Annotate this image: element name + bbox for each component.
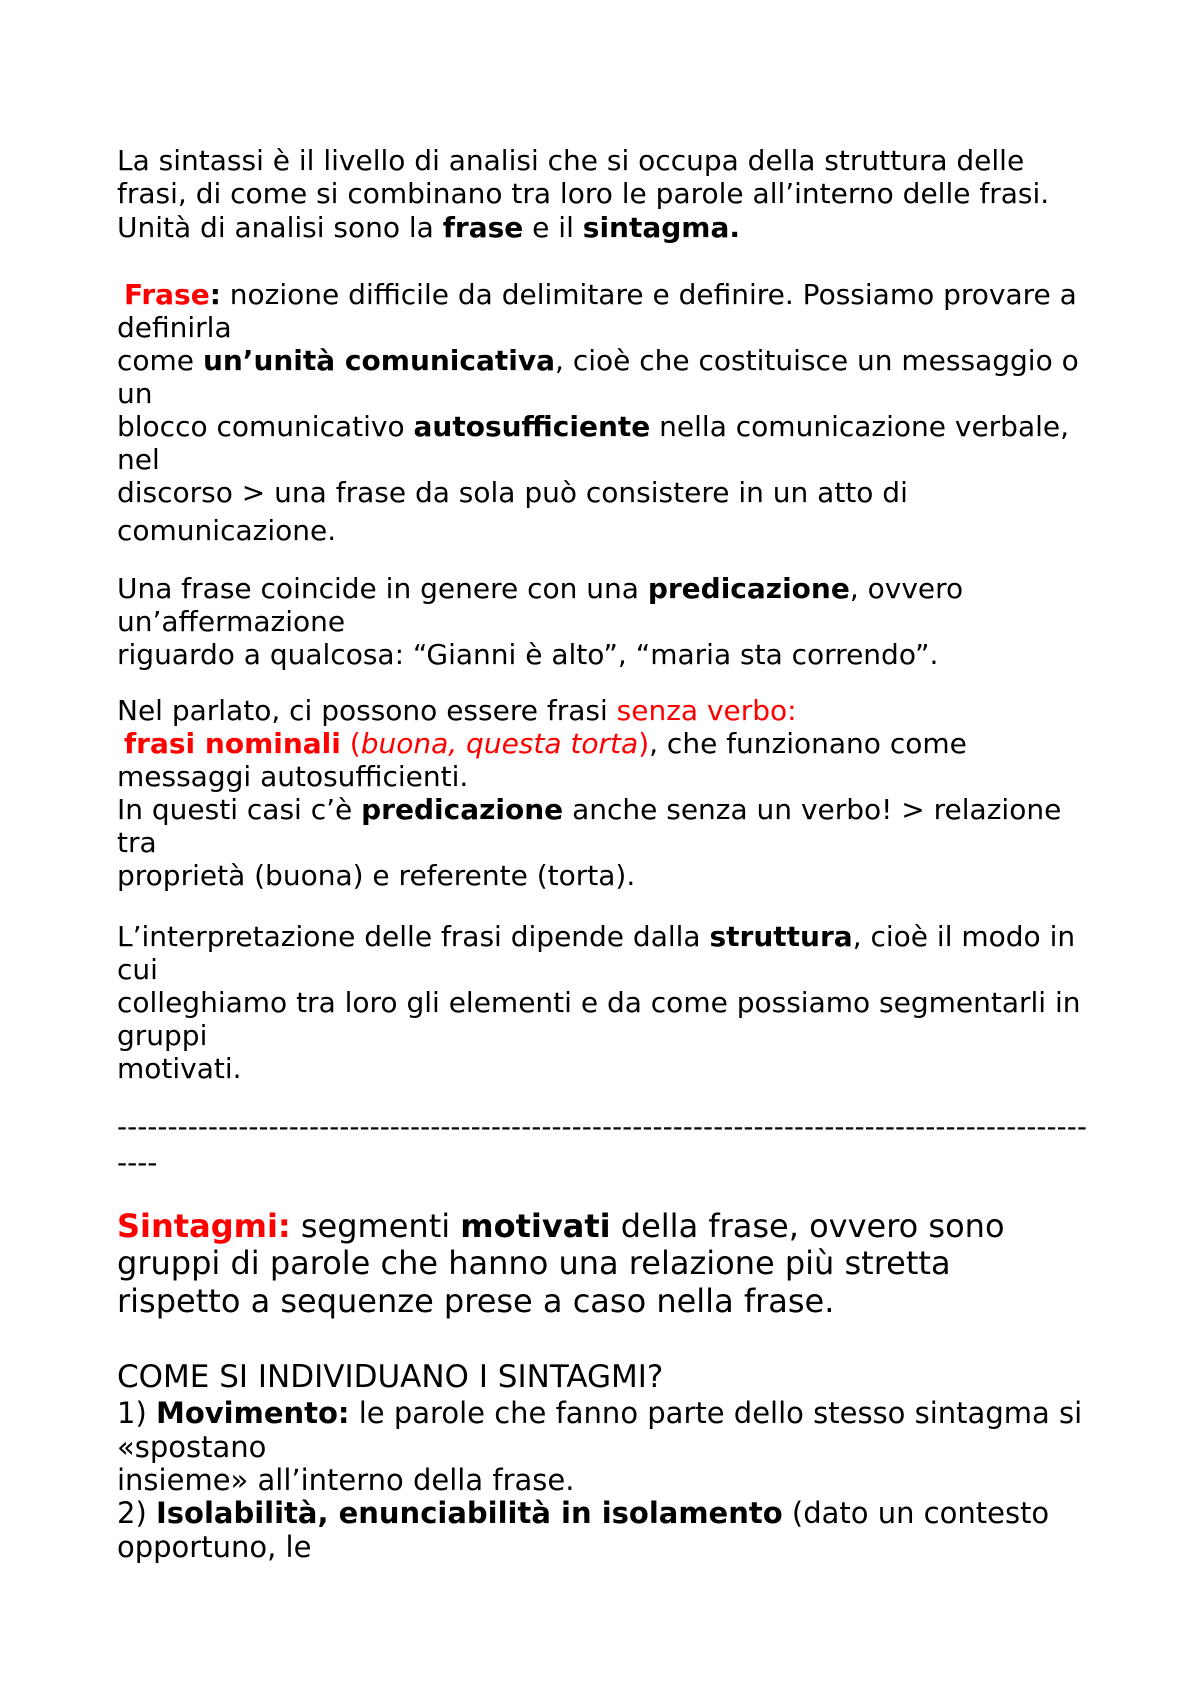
separator-line-1: ------------------------------------------------------------------------------------------------ <box>117 1110 1087 1143</box>
red-italic-example: buona, questa torta <box>360 727 639 760</box>
intro-line-3 <box>117 211 740 244</box>
text: Unità di analisi sono la <box>117 211 443 244</box>
criteri-item-1-line-1 <box>117 1396 1082 1430</box>
text: L’interpretazione delle frasi dipende dalla <box>117 920 710 953</box>
intro-line-2: frasi, di come si combinano tra loro le parole all’interno delle frasi. <box>117 177 1050 210</box>
text: segmenti <box>290 1207 461 1245</box>
nominali-line-3: messaggi autosufficienti. <box>117 760 469 793</box>
text: Nel parlato, ci possono essere frasi <box>117 694 617 727</box>
nominali-line-5: tra <box>117 826 157 859</box>
bold-term: frase <box>442 211 524 244</box>
criteri-item-2-line-2: opportuno, le <box>117 1530 312 1564</box>
text: , cioè che costituisce un messaggio o <box>555 344 1079 377</box>
criteri-item-1-line-2: «spostano <box>117 1430 267 1464</box>
predicazione-line-3: riguardo a qualcosa: “Gianni è alto”, “maria sta correndo”. <box>117 638 939 671</box>
red-term: senza verbo: <box>616 694 797 727</box>
bold-term: un’unità comunicativa <box>202 344 556 377</box>
frase-line-3 <box>117 344 1079 377</box>
text: , ovvero <box>849 572 964 605</box>
struttura-line-2: cui <box>117 953 158 986</box>
text: In questi casi c’è <box>117 793 362 826</box>
list-number: 1) <box>117 1396 156 1430</box>
red-paren: ) <box>638 727 650 760</box>
separator-line-2: ---- <box>117 1146 158 1179</box>
text: anche senza un verbo! > relazione <box>563 793 1062 826</box>
nominali-line-1 <box>117 694 797 727</box>
frase-line-6: nel <box>117 443 160 476</box>
frase-line-5 <box>117 410 1069 443</box>
nominali-line-2 <box>124 727 967 760</box>
intro-line-1: La sintassi è il livello di analisi che si occupa della struttura delle <box>117 144 1025 177</box>
criteri-item-2-line-1 <box>117 1496 1049 1530</box>
struttura-line-3: colleghiamo tra loro gli elementi e da come possiamo segmentarli in <box>117 986 1081 1019</box>
struttura-line-1 <box>117 920 1075 953</box>
list-number: 2) <box>117 1496 156 1530</box>
text: blocco comunicativo <box>117 410 414 443</box>
frase-line-1 <box>124 278 1077 311</box>
text: le parole che fanno parte dello stesso sintagma si <box>349 1396 1083 1430</box>
bold-term: sintagma. <box>582 211 741 244</box>
predicazione-line-1 <box>117 572 963 605</box>
text: Una frase coincide in genere con una <box>117 572 648 605</box>
bold-term: struttura <box>709 920 853 953</box>
sintagmi-line-3: rispetto a sequenze prese a caso nella frase. <box>117 1282 835 1320</box>
bold-term: Movimento: <box>155 1396 350 1430</box>
text: (dato un contesto <box>782 1496 1050 1530</box>
struttura-line-4: gruppi <box>117 1019 208 1052</box>
bold-term: motivati <box>460 1207 611 1245</box>
predicazione-line-2: un’affermazione <box>117 605 346 638</box>
red-bold-term: frasi nominali <box>124 727 341 760</box>
nominali-line-4 <box>117 793 1061 826</box>
criteri-heading: COME SI INDIVIDUANO I SINTAGMI? <box>117 1359 664 1395</box>
text: della frase, ovvero sono <box>610 1207 1005 1245</box>
bold-term: Isolabilità, enunciabilità in isolamento <box>155 1496 783 1530</box>
sintagmi-line-1 <box>117 1207 1005 1245</box>
text: , che funzionano come <box>649 727 967 760</box>
criteri-item-1-line-3: insieme» all’interno della frase. <box>117 1463 575 1497</box>
frase-line-2: definirla <box>117 311 232 344</box>
frase-colon: : <box>209 278 221 311</box>
text: , cioè il modo in <box>852 920 1076 953</box>
nominali-line-6: proprietà (buona) e referente (torta). <box>117 859 636 892</box>
frase-line-4: un <box>117 377 153 410</box>
text: nella comunicazione verbale, <box>650 410 1070 443</box>
sintagmi-line-2: gruppi di parole che hanno una relazione più stretta <box>117 1244 951 1282</box>
frase-line-8: comunicazione. <box>117 514 337 547</box>
sintagmi-term: Sintagmi: <box>117 1207 291 1245</box>
frase-term: Frase <box>124 278 210 311</box>
text: come <box>117 344 203 377</box>
red-paren: ( <box>340 727 361 760</box>
bold-term: predicazione <box>361 793 564 826</box>
bold-term: autosufficiente <box>413 410 651 443</box>
text: e il <box>523 211 583 244</box>
bold-term: predicazione <box>647 572 850 605</box>
struttura-line-5: motivati. <box>117 1052 242 1085</box>
text: nozione difficile da delimitare e definire. Possiamo provare a <box>220 278 1077 311</box>
frase-line-7: discorso > una frase da sola può consistere in un atto di <box>117 476 908 509</box>
